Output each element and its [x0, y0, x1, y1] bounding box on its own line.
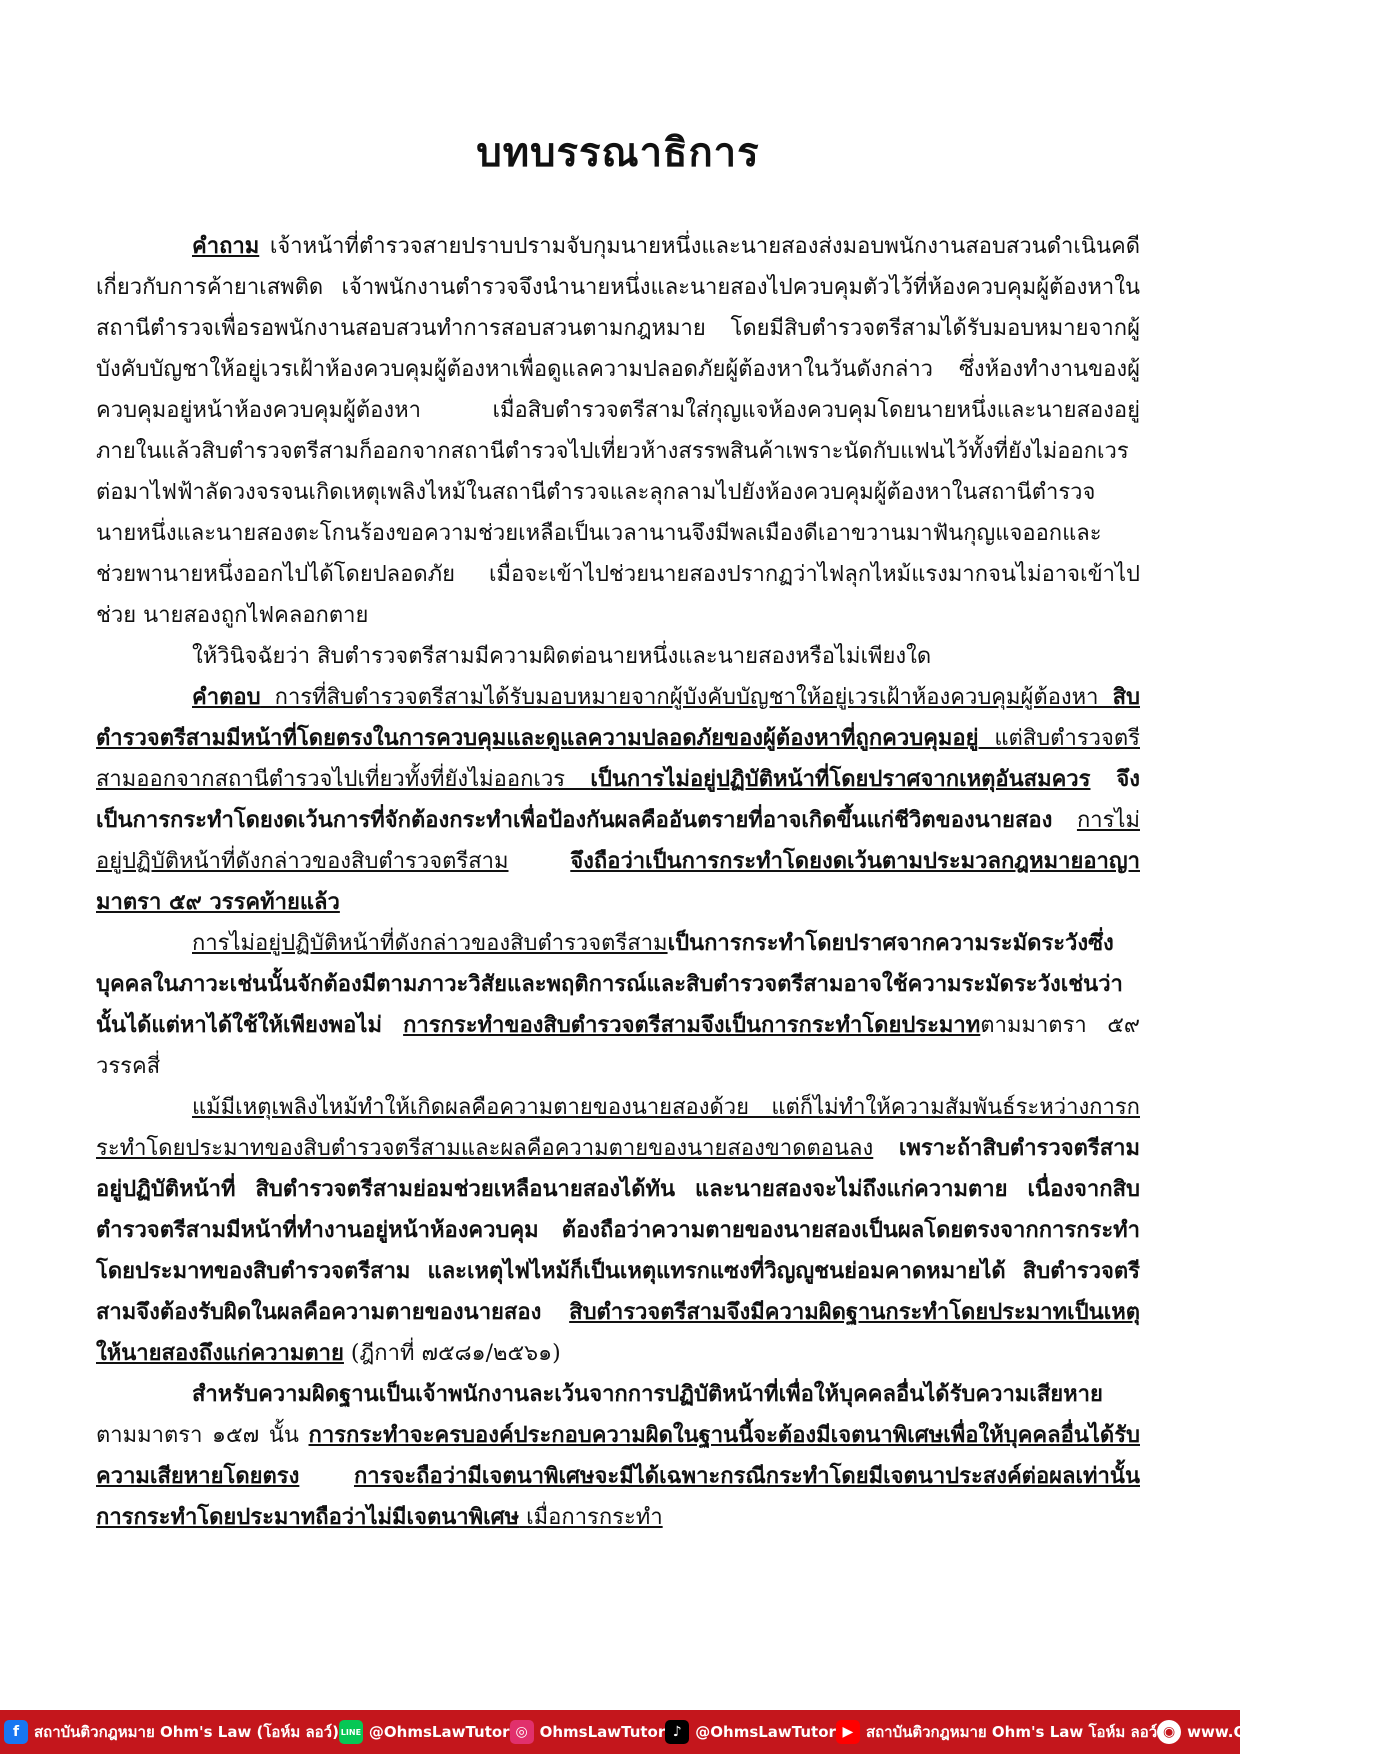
- text-run: เมื่อการกระทำ: [519, 1505, 663, 1530]
- footer-bar: [0, 1710, 1398, 1754]
- answer-paragraph-2: [96, 923, 1140, 1087]
- facebook-icon: f: [4, 1720, 28, 1744]
- text-run: ตามมาตรา ๕๙ วรรคสี่: [96, 1013, 1140, 1079]
- footer-link-label: OhmsLawTutor: [539, 1723, 666, 1741]
- footer-link[interactable]: [339, 1720, 510, 1744]
- text-run: การที่สิบตำรวจตรีสามได้รับมอบหมายจากผู้บังคับบัญชาให้อยู่เวรเฝ้าห้องควบคุมผู้ต้องหา: [260, 685, 1113, 710]
- text-run: สิบตำรวจตรีสามจึงมีความผิดฐานกระทำโดยประมาทเป็นเหตุให้นายสองถึงแก่ความตาย: [96, 1299, 1140, 1366]
- footer-link[interactable]: [510, 1720, 666, 1744]
- footer-link[interactable]: [665, 1720, 836, 1744]
- text-run: จึงถือว่าเป็นการกระทำโดยงดเว้นตามประมวลกฎหมายอาญามาตรา ๕๙ วรรคท้ายแล้ว: [96, 848, 1140, 915]
- footer-link-label: สถาบันติวกฎหมาย Ohm's Law (โอห์ม ลอว์): [34, 1723, 339, 1741]
- text-run: จึงเป็นการกระทำโดยงดเว้นการที่จักต้องกระทำเพื่อป้องกันผลคืออันตรายที่อาจเกิดขึ้นแก่ชีวิตของนายสอง: [96, 766, 1141, 833]
- text-run: เพราะถ้าสิบตำรวจตรีสามอยู่ปฏิบัติหน้าที่ สิบตำรวจตรีสามย่อมช่วยเหลือนายสองได้ทัน และนายสองจะไม่ถึงแก่ความตาย เนื่องจากสิบตำรวจตรีสามมีหน้าที่ทำงานอยู่หน้าห้องควบคุม ต้องถือว่าความตายของนายสองเป็นผลโดยตรงจากการกระทำโดยประมาทของสิบตำรวจตรีสาม และเหตุไฟไหม้ก็เป็นเหตุแทรกแซงที่วิญญูชนย่อมคาดหมายได้ สิบตำรวจตรีสามจึงต้องรับผิดในผลคือความตายของนายสอง: [96, 1135, 1140, 1325]
- question-text: เจ้าหน้าที่ตำรวจสายปราบปรามจับกุมนายหนึ่งและนายสองส่งมอบพนักงานสอบสวนดำเนินคดีเกี่ยวกับการค้ายาเสพติด เจ้าพนักงานตำรวจจึงนำนายหนึ่งและนายสองไปควบคุมตัวไว้ที่ห้องควบคุมผู้ต้องหาในสถานีตำรวจเพื่อรอพนักงานสอบสวนทำการสอบสวนตามกฎหมาย โดยมีสิบตำรวจตรีสามได้รับมอบหมายจากผู้บังคับบัญชาให้อยู่เวรเฝ้าห้องควบคุมผู้ต้องหาเพื่อดูแลความปลอดภัยผู้ต้องหาในวันดังกล่าว ซึ่งห้องทำงานของผู้ควบคุมอยู่หน้าห้องควบคุมผู้ต้องหา เมื่อสิบตำรวจตรีสามใส่กุญแจห้องควบคุมโดยนายหนึ่งและนายสองอยู่ภายในแล้วสิบตำรวจตรีสามก็ออกจากสถานีตำรวจไปเที่ยวห้างสรรพสินค้าเพราะนัดกับแฟนไว้ทั้งที่ยังไม่ออกเวร ต่อมาไฟฟ้าลัดวงจรจนเกิดเหตุเพลิงไหม้ในสถานีตำรวจและลุกลามไปยังห้องควบคุมผู้ต้องหาในสถานีตำรวจ นายหนึ่งและนายสองตะโกนร้องขอความช่วยเหลือเป็นเวลานานจึงมีพลเมืองดีเอาขวานมาฟันกุญแจออกและช่วยพานายหนึ่งออกไปได้โดยปลอดภัย เมื่อจะเข้าไปช่วยนายสองปรากฏว่าไฟลุกไหม้แรงมากจนไม่อาจเข้าไปช่วย นายสองถูกไฟคลอกตาย: [96, 234, 1140, 628]
- answer-paragraph-1: [96, 677, 1140, 923]
- footer-link-label: สถาบันติวกฎหมาย Ohm's Law โอห์ม ลอว์: [865, 1723, 1158, 1741]
- footer-link[interactable]: [836, 1720, 1157, 1744]
- text-run: สิบตำรวจตรีสามมีหน้าที่โดยตรงในการควบคุมและดูแลความปลอดภัยของผู้ต้องหาที่ถูกควบคุมอยู่: [96, 684, 1140, 751]
- text-run: (ฎีกาที่ ๗๕๘๑/๒๕๖๑): [343, 1341, 561, 1366]
- text-run: แม้มีเหตุเพลิงไหม้ทำให้เกิดผลคือความตายของนายสองด้วย แต่ก็ไม่ทำให้ความสัมพันธ์ระหว่างการกระทำโดยประมาทของสิบตำรวจตรีสามและผลคือความตายของนายสองขาดตอนลง: [96, 1095, 1140, 1161]
- text-run: [509, 849, 571, 874]
- text-run: การไม่อยู่ปฏิบัติหน้าที่ดังกล่าวของสิบตำรวจตรีสาม: [96, 808, 1140, 874]
- text-run: [299, 1464, 354, 1489]
- youtube-icon: ▶: [836, 1720, 860, 1744]
- document-page: [96, 120, 1140, 1538]
- footer-link[interactable]: [4, 1720, 339, 1744]
- text-run: เป็นการไม่อยู่ปฏิบัติหน้าที่โดยปราศจากเหตุอันสมควร: [590, 766, 1091, 792]
- answer-paragraph-3: [96, 1087, 1140, 1374]
- text-run: การกระทำโดยประมาทถือว่าไม่มีเจตนาพิเศษ: [96, 1504, 520, 1530]
- text-run: แต่สิบตำรวจตรีสามออกจากสถานีตำรวจไปเที่ยวทั้งที่ยังไม่ออกเวร: [96, 726, 1140, 792]
- text-run: การจะถือว่ามีเจตนาพิเศษจะมีได้เฉพาะกรณีกระทำโดยมีเจตนาประสงค์ต่อผลเท่านั้น: [353, 1463, 1140, 1489]
- answer-p1-runs: [96, 685, 1140, 915]
- footer-link-label: @OhmsLawTutor: [695, 1723, 836, 1741]
- instagram-icon: ◎: [510, 1720, 534, 1744]
- tiktok-icon: ♪: [665, 1720, 689, 1744]
- footer-link-label: @OhmsLawTutor: [368, 1723, 510, 1741]
- answer-paragraph-4: [96, 1374, 1140, 1538]
- text-run: การไม่อยู่ปฏิบัติหน้าที่ดังกล่าวของสิบตำรวจตรีสาม: [192, 931, 668, 956]
- text-run: สำหรับความผิดฐานเป็นเจ้าพนักงานละเว้นจากการปฏิบัติหน้าที่เพื่อให้บุคคลอื่นได้รับความเสียหาย: [192, 1381, 1103, 1407]
- question-paragraph: [96, 226, 1140, 636]
- page-title: บทบรรณาธิการ: [476, 129, 760, 176]
- text-run: การกระทำของสิบตำรวจตรีสามจึงเป็นการกระทำโดยประมาท: [403, 1012, 981, 1038]
- line-icon: LINE: [339, 1720, 363, 1744]
- question-label: คำถาม: [192, 233, 260, 259]
- footer-link[interactable]: [1157, 1720, 1397, 1744]
- text-run: การกระทำจะครบองค์ประกอบความผิดในฐานนี้จะต้องมีเจตนาพิเศษเพื่อให้บุคคลอื่นได้รับความเสียหายโดยตรง: [96, 1422, 1140, 1489]
- question-ask: ให้วินิจฉัยว่า สิบตำรวจตรีสามมีความผิดต่อนายหนึ่งและนายสองหรือไม่เพียงใด: [192, 644, 932, 669]
- answer-label: คำตอบ: [192, 684, 261, 710]
- footer-link-label: www.OhmsLawTutor.com: [1187, 1723, 1398, 1741]
- web-icon: ◉: [1157, 1720, 1181, 1744]
- text-run: ตามมาตรา ๑๕๗ นั้น: [96, 1423, 309, 1448]
- text-run: เป็นการกระทำโดยปราศจากความระมัดระวังซึ่งบุคคลในภาวะเช่นนั้นจักต้องมีตามภาวะวิสัยและพฤติการณ์และสิบตำรวจตรีสามอาจใช้ความระมัดระวังเช่นว่านั้นได้แต่หาได้ใช้ให้เพียงพอไม่: [96, 930, 1123, 1038]
